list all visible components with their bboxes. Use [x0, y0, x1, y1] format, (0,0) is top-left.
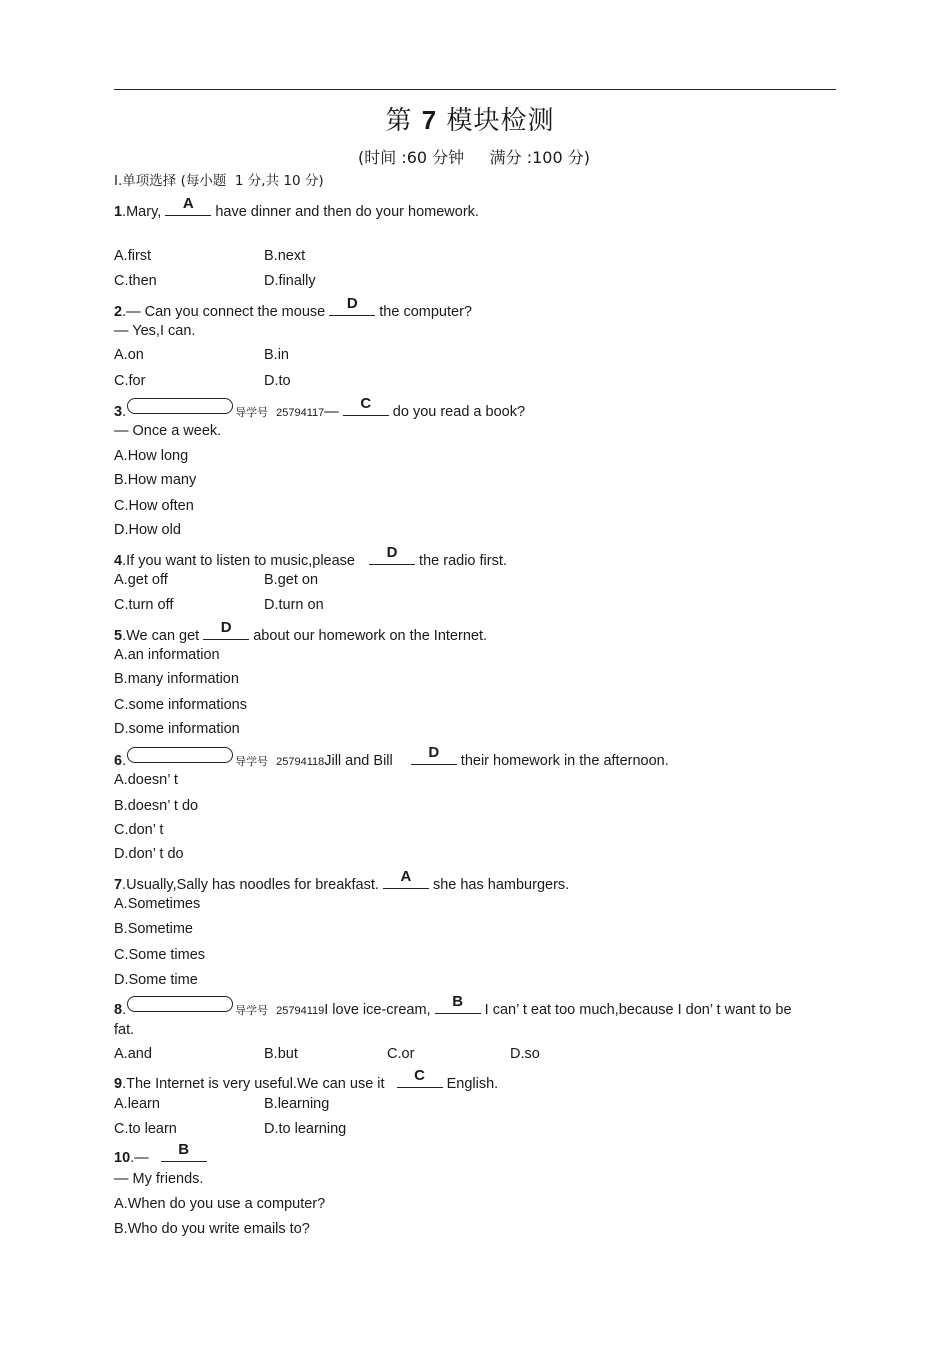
guide-code: 导学号 25794118 — [126, 747, 324, 771]
option: C.don’ t — [114, 822, 164, 838]
guide-code: 导学号 25794117 — [126, 398, 324, 422]
question-8: 8. 导学号 25794119I love ice-cream, B I can’ t eat too much,because I don’ t want to be — [114, 993, 792, 1018]
option: D.some information — [114, 721, 240, 737]
option: D.Some time — [114, 972, 198, 988]
answer-blank: C — [343, 399, 389, 416]
question-2: 2.— Can you connect the mouse D the computer? — [114, 295, 472, 320]
question-reply: — My friends. — [114, 1171, 204, 1187]
option: B.in — [264, 347, 289, 363]
answer-blank: A — [383, 872, 429, 889]
option: A.When do you use a computer? — [114, 1196, 326, 1212]
guide-pill-icon — [127, 398, 233, 414]
option: A.How long — [114, 448, 189, 464]
section-heading: Ⅰ.单项选择 (每小题 1 分,共 10 分) — [114, 173, 324, 189]
option: A.get off — [114, 572, 168, 588]
question-1: 1.Mary, A have dinner and then do your homework. — [114, 195, 479, 220]
option: A.and — [114, 1046, 152, 1062]
option: A.doesn’ t — [114, 772, 178, 788]
question-reply: — Once a week. — [114, 423, 222, 439]
option: B.get on — [264, 572, 319, 588]
option: C.for — [114, 373, 146, 389]
question-6: 6. 导学号 25794118Jill and Bill D their homework in the afternoon. — [114, 744, 669, 769]
answer-blank: A — [165, 199, 211, 216]
option: B.but — [264, 1046, 298, 1062]
option: A.first — [114, 248, 152, 264]
option: C.then — [114, 273, 157, 289]
option: C.How often — [114, 498, 194, 514]
header-rule — [114, 89, 836, 90]
answer-blank: B — [435, 997, 481, 1014]
question-continuation: fat. — [114, 1022, 135, 1038]
option: B.doesn’ t do — [114, 798, 199, 814]
answer-blank: B — [161, 1145, 207, 1162]
option: A.an information — [114, 647, 220, 663]
guide-pill-icon — [127, 747, 233, 763]
option: A.learn — [114, 1096, 160, 1112]
guide-pill-icon — [127, 996, 233, 1012]
option: C.some informations — [114, 697, 247, 713]
guide-code: 导学号 25794119 — [126, 996, 324, 1020]
page-title: 第 7 模块检测 — [385, 105, 555, 136]
question-reply: — Yes,I can. — [114, 323, 196, 339]
page-subtitle: (时间 :60 分钟 满分 :100 分) — [358, 148, 590, 167]
answer-blank: D — [369, 548, 415, 565]
answer-blank: D — [329, 299, 375, 316]
option: A.Sometimes — [114, 896, 201, 912]
answer-blank: D — [411, 748, 457, 765]
option: B.Who do you write emails to? — [114, 1221, 310, 1237]
question-4: 4.If you want to listen to music,please D the radio first. — [114, 544, 507, 569]
option: B.next — [264, 248, 306, 264]
option: C.or — [387, 1046, 415, 1062]
option: B.Sometime — [114, 921, 193, 937]
option: D.so — [510, 1046, 540, 1062]
option: C.Some times — [114, 947, 206, 963]
option: D.finally — [264, 273, 316, 289]
answer-blank: C — [397, 1071, 443, 1088]
question-7: 7.Usually,Sally has noodles for breakfast. A she has hamburgers. — [114, 868, 570, 893]
option: C.turn off — [114, 597, 174, 613]
answer-blank: D — [203, 623, 249, 640]
option: D.don’ t do — [114, 846, 184, 862]
option: D.turn on — [264, 597, 324, 613]
option: D.How old — [114, 522, 181, 538]
question-5: 5.We can get D about our homework on the Internet. — [114, 619, 488, 644]
option: B.many information — [114, 671, 239, 687]
option: C.to learn — [114, 1121, 177, 1137]
question-3: 3. 导学号 25794117— C do you read a book? — [114, 395, 526, 420]
option: B.How many — [114, 472, 197, 488]
option: A.on — [114, 347, 144, 363]
option: D.to learning — [264, 1121, 347, 1137]
question-10: 10.— B — [114, 1145, 207, 1167]
option: B.learning — [264, 1096, 330, 1112]
question-9: 9.The Internet is very useful.We can use it C English. — [114, 1067, 499, 1092]
option: D.to — [264, 373, 291, 389]
